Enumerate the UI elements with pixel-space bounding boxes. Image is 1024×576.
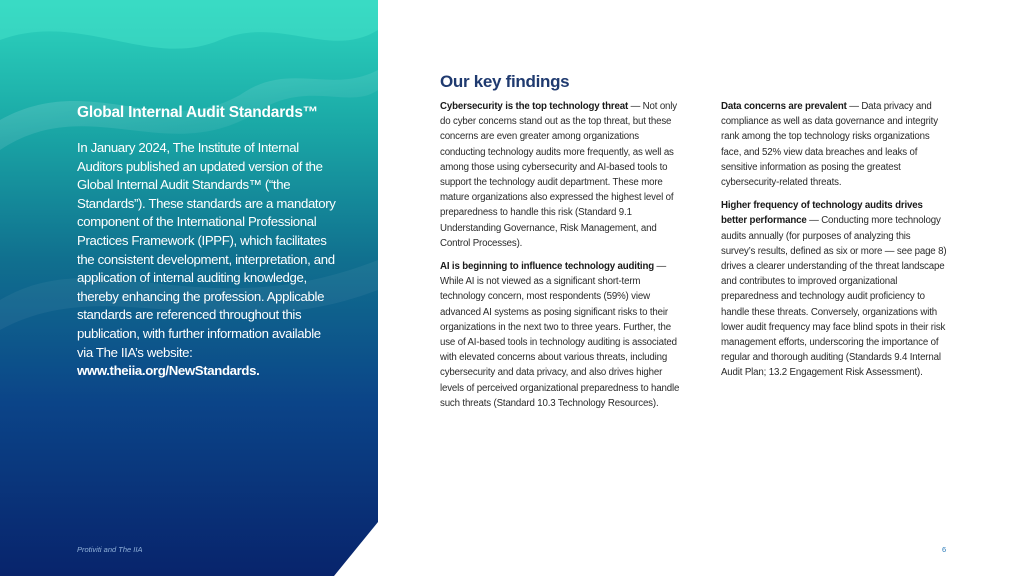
finding-item [440, 259, 680, 411]
finding-lead: Data concerns are prevalent [721, 101, 847, 112]
finding-text: — While AI is not viewed as a significant short-term technology concern, most respondents (59%) view advanced AI systems as posing significant risks to their organizations in the next two to three years. Further, the use of AI-based tools in technology auditing is associated with elevated concerns about various threats, including cybersecurity and data privacy, and also drives higher levels of perceived organizational preparedness to handle such threats (Standard 10.3 Technology Resources). [440, 261, 680, 409]
sidebar-body-text: In January 2024, The Institute of Internal Auditors published an updated version of the Global Internal Audit Standards™ (“the Standards”). These standards are a mandatory component of the International Professional Practices Framework (IPPF), which facilitates the consistent development, interpretation, and application of internal auditing knowledge, thereby enhancing the profession. Applicable standards are referenced throughout this publication, with further information available via The IIA’s website: [77, 140, 336, 360]
finding-text: — Data privacy and compliance as well as data governance and integrity rank among the top technology risks organizations face, and 52% view data breaches and leaks of sensitive information as posing the greatest cybersecurity-related threats. [721, 101, 938, 189]
page-number: 6 [942, 545, 947, 554]
finding-lead: Cybersecurity is the top technology threat [440, 101, 629, 112]
page-title: Our key findings [440, 72, 570, 91]
sidebar-title: Global Internal Audit Standards™ [77, 104, 319, 121]
findings-column-right [721, 99, 947, 389]
finding-item [440, 99, 680, 251]
finding-text: — Not only do cyber concerns stand out as the top threat, but these concerns are even greater among organizations conducting technology audits more frequently, as well as among those using cybersecurity and AI-based tools to support the technology audit department. These more mature organizations also expressed the highest level of preparedness to handle this risk (Standard 9.1 Understanding Governance, Risk Management, and Control Processes). [440, 101, 677, 249]
finding-item [721, 99, 947, 190]
finding-lead: Higher frequency of technology audits drives better performance [721, 200, 923, 227]
standards-link[interactable]: www.theiia.org/NewStandards. [77, 363, 260, 379]
finding-item [721, 198, 947, 380]
findings-column-left [440, 99, 680, 419]
sidebar-body [77, 139, 339, 381]
footer-credit: Protiviti and The IIA [77, 545, 143, 554]
finding-text: — Conducting more technology audits annually (for purposes of analyzing this survey’s results, defined as six or more — see page 8) drives a clearer understanding of the threat landscape and contributes to improved organizational preparedness and technology audit proficiency to handle these threats. Conversely, organizations with lower audit frequency may face blind spots in their risk management efforts, underscoring the importance of regular and thorough auditing (Standards 9.4 Internal Audit Plan; 13.2 Engagement Risk Assessment). [721, 215, 947, 379]
finding-lead: AI is beginning to influence technology auditing [440, 261, 654, 273]
